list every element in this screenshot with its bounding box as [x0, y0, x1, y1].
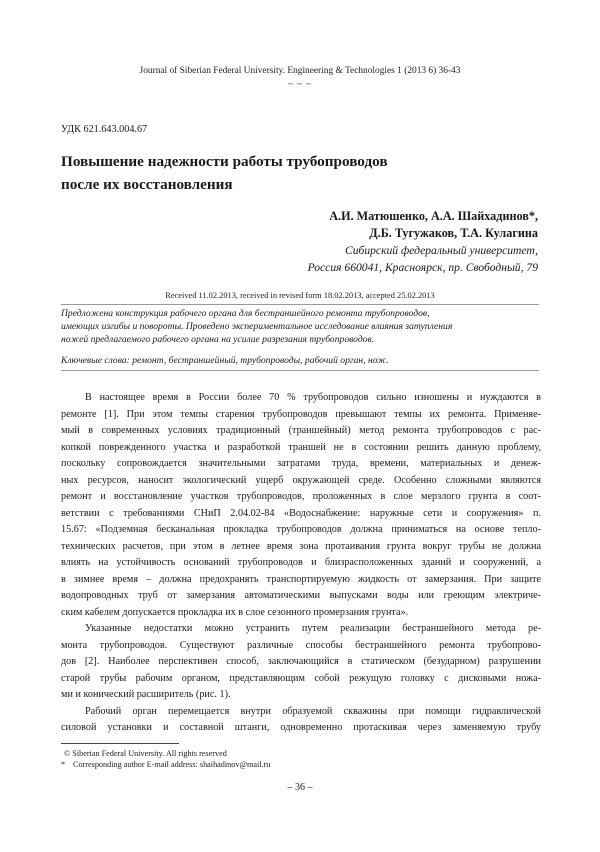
body-line: ми и конический расширитель (рис. 1).: [61, 689, 231, 700]
page-number: – 36 –: [287, 782, 313, 793]
body-line: копкой поврежденного участка и разработкой траншей не в состоянии решить данную проблему,: [61, 441, 541, 453]
affiliation-line-1: Сибирский федеральный университет,: [344, 244, 538, 257]
body-line: старой трубы рабочим органом, представляющим собой режущую головку с дисковыми ножа-: [61, 672, 541, 684]
body-line: дов [2]. Наиболее перспективен способ, заключающийся в статическом (безударном) разрушении: [61, 656, 541, 667]
corresponding-author-note: Corresponding author E-mail address: shaihadinov@mail.ru: [73, 760, 271, 769]
keywords: Ключевые слова: ремонт, бестраншейный, трубопроводы, рабочий орган, нож.: [61, 355, 389, 366]
abstract-line: Предложена конструкция рабочего органа для бестраншейного ремонта трубопроводов,: [61, 308, 430, 319]
abstract: [61, 307, 541, 347]
udc-code: УДК 621.643.004.67: [61, 124, 148, 135]
body-line: В настоящее время в России более 70 % трубопроводов сильно изношены и нуждаются в: [85, 392, 541, 403]
abstract-line: ножей предлагаемого рабочего органа на усилие разрезания трубопроводов.: [61, 334, 375, 346]
body-line: Указанные недостатки можно устранить путем реализации бестраншейного метода ре-: [85, 623, 541, 634]
abstract-bottom-rule: [61, 370, 539, 371]
body-line: ремонт и восстановление участков трубопроводов, проложенных в слое мерзлого грунта в соот-: [61, 491, 541, 502]
authors: [329, 208, 538, 242]
affiliation: [308, 243, 538, 276]
article-title: [61, 150, 541, 196]
footnote-mark: *: [61, 760, 66, 769]
footnote-rule: [61, 743, 179, 744]
body-line: ремонте [1]. При этом темпы старения трубопроводов превышают темпы их ремонта. Применяе-: [61, 408, 541, 420]
authors-line-1: А.И. Матюшенко, А.А. Шайхадинов*,: [329, 209, 538, 223]
journal-header: Journal of Siberian Federal University. Engineering & Technologies 1 (2013 6) 36-43: [139, 66, 461, 76]
body-line: ветствии с требованиями СНиП 2.04.02-84 «Водоснабжение: наружные сети и сооружения» п.: [61, 507, 541, 519]
paragraph-3: [61, 704, 541, 737]
affiliation-line-2: Россия 660041, Красноярск, пр. Свободный, 79: [307, 260, 538, 274]
paragraph-1: [61, 390, 541, 621]
paragraph-2: [61, 621, 541, 704]
body-line: влиять на устойчивость оснований трубопроводов и близрасположенных зданий и сооружений, а: [61, 557, 541, 568]
received-dates: Received 11.02.2013, received in revised form 18.02.2013, accepted 25.02.2013: [165, 291, 435, 300]
body-line: мый в современных условиях традиционный (траншейный) метод ремонта трубопроводов с рас-: [61, 425, 541, 436]
article-title-line-2: после их восстановления: [61, 176, 233, 193]
authors-line-2: Д.Б. Тугужаков, Т.А. Кулагина: [369, 226, 538, 240]
body-line: 15.67: «Подземная бесканальная прокладка трубопроводов должна приниматься на основе тепло-: [61, 524, 541, 535]
body-line: силовой установки и составной штанги, одновременно протаскивая через заменяемую трубу: [61, 722, 541, 733]
body-line: монта трубопроводов. Существуют различные способы бестраншейного ремонта трубопрово-: [61, 639, 541, 651]
copyright-note: © Siberian Federal University. All rights reserved: [64, 749, 227, 758]
abstract-line: имеющих изгибы и повороты. Проведено экспериментальное исследование влияния затупления: [61, 321, 453, 333]
body-line: Рабочий орган перемещается внутри образуемой скважины при помощи гидравлической: [85, 705, 541, 717]
article-title-line-1: Повышение надежности работы трубопроводов: [61, 153, 388, 170]
abstract-top-rule: [61, 304, 539, 305]
body-line: ных ресурсов, наносит экологический ущерб окружающей среде. Особенно сложными являются: [61, 474, 541, 486]
body-line: водопроводных труб от замерзания автоматическими выпусками воды или греющим электриче-: [61, 590, 541, 601]
header-ornament: ~ ~ ~: [287, 79, 313, 89]
body-line: поскольку сопровождается значительными затратами труда, времени, материальных и денеж-: [61, 458, 541, 469]
body-line: технических расчетов, при этом в летнее время зона протаивания грунта вокруг трубы не должна: [61, 540, 541, 552]
body-line: ским кабелем допускается прокладка их в слое сезонного промерзания грунта».: [61, 606, 409, 618]
body-line: в зимнее время – должна предохранять транспортируемую жидкость от замерзания. При защите: [61, 573, 541, 585]
article-body: [61, 390, 541, 737]
